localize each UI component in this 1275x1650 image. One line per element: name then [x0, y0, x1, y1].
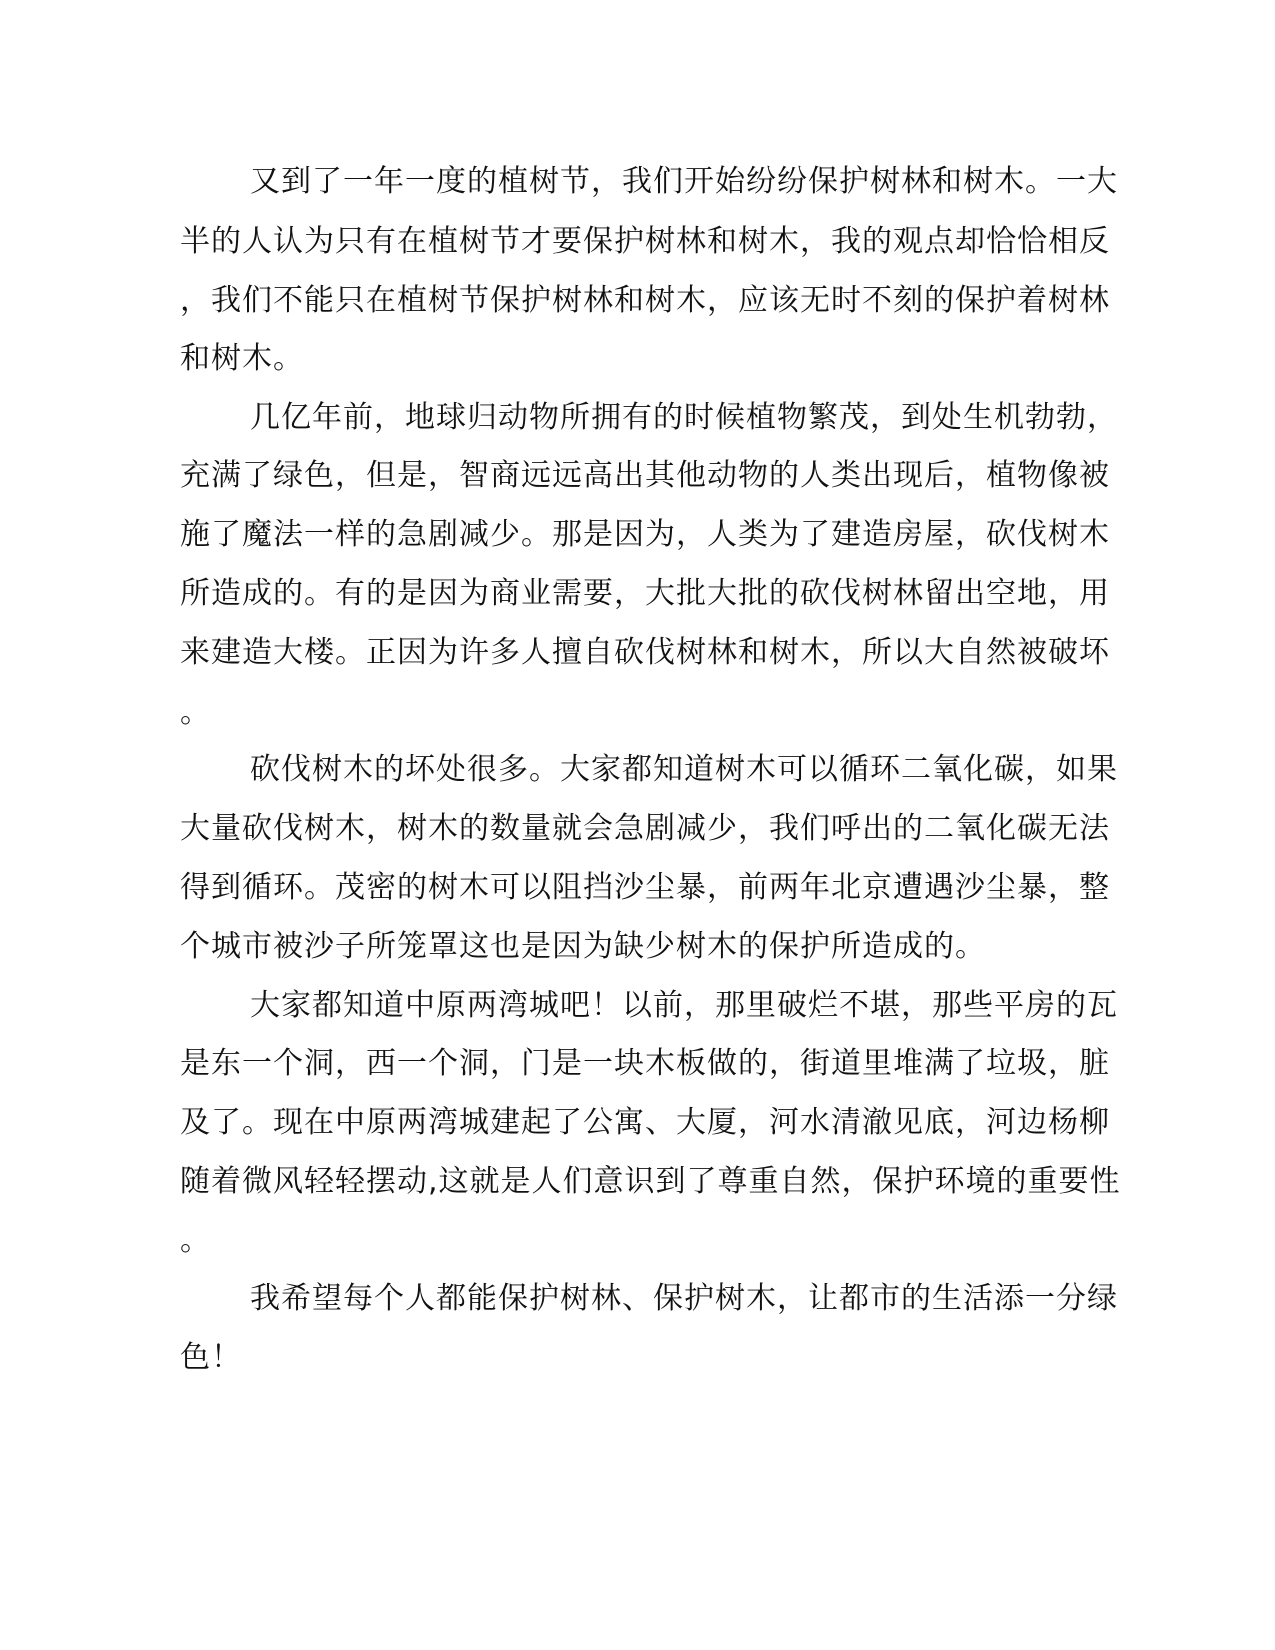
- paragraph-1-line-1: 又到了一年一度的植树节，我们开始纷纷保护树林和树木。一大: [250, 164, 1118, 199]
- paragraph-2-line-3: 施了魔法一样的急剧减少。那是因为，人类为了建造房屋，砍伐树木: [180, 517, 1110, 552]
- paragraph-5-line-2: 色！: [180, 1340, 242, 1375]
- paragraph-4-line-5: 。: [180, 1223, 211, 1258]
- paragraph-3-line-2: 大量砍伐树木，树木的数量就会急剧减少，我们呼出的二氧化碳无法: [180, 811, 1110, 846]
- paragraph-5-line-1: 我希望每个人都能保护树林、保护树木，让都市的生活添一分绿: [250, 1281, 1118, 1316]
- paragraph-4-line-2: 是东一个洞，西一个洞，门是一块木板做的，街道里堆满了垃圾，脏: [180, 1046, 1110, 1081]
- paragraph-1-line-2: 半的人认为只有在植树节才要保护树林和树木，我的观点却恰恰相反: [180, 224, 1110, 259]
- paragraph-2-line-4: 所造成的。有的是因为商业需要，大批大批的砍伐树林留出空地，用: [180, 576, 1110, 611]
- paragraph-2-line-6: 。: [180, 695, 211, 730]
- paragraph-1-line-4: 和树木。: [180, 341, 304, 376]
- paragraph-2-line-1: 几亿年前，地球归动物所拥有的时候植物繁茂，到处生机勃勃，: [250, 400, 1118, 435]
- paragraph-4-line-4: 随着微风轻轻摆动,这就是人们意识到了尊重自然，保护环境的重要性: [180, 1164, 1121, 1199]
- paragraph-4-line-3: 及了。现在中原两湾城建起了公寓、大厦，河水清澈见底，河边杨柳: [180, 1105, 1110, 1140]
- paragraph-4-line-1: 大家都知道中原两湾城吧！以前，那里破烂不堪，那些平房的瓦: [250, 988, 1118, 1023]
- paragraph-3-line-4: 个城市被沙子所笼罩这也是因为缺少树木的保护所造成的。: [180, 929, 986, 964]
- paragraph-3-line-1: 砍伐树木的坏处很多。大家都知道树木可以循环二氧化碳，如果: [250, 752, 1118, 787]
- paragraph-2-line-2: 充满了绿色，但是，智商远远高出其他动物的人类出现后，植物像被: [180, 458, 1110, 493]
- paragraph-2-line-5: 来建造大楼。正因为许多人擅自砍伐树林和树木，所以大自然被破坏: [180, 635, 1110, 670]
- paragraph-3-line-3: 得到循环。茂密的树木可以阻挡沙尘暴，前两年北京遭遇沙尘暴，整: [180, 870, 1110, 905]
- paragraph-1-line-3: ，我们不能只在植树节保护树林和树木，应该无时不刻的保护着树林: [180, 283, 1110, 318]
